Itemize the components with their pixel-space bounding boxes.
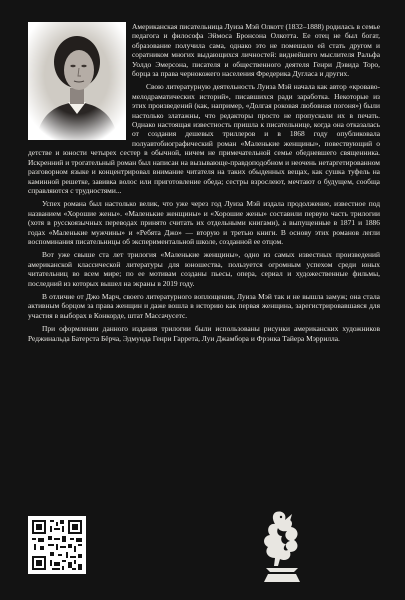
paragraph-bio: Американская писательница Луиза Мэй Олкотт (1832–1888) родилась в семье педагога и философа Эймоса Бронсона Олкотта. Ее отец не был богат, образование получила сама, однако это не помешало ей стать другом и соратником многих выдающихся личностей: виднейшего мыслителя Ральфа Уолдо Эмерсона, писателя и общественного деятеля Генри Дэвида Торо, борца за права чернокожего населения Фредерика Дугласа и других. bbox=[132, 22, 380, 79]
qr-code bbox=[28, 516, 86, 574]
annotation-text bbox=[28, 22, 380, 343]
paragraph-popularity: Вот уже свыше ста лет трилогия «Маленькие женщины», одно из самых известных произведений американской классической литературы для юношества, пользуется огромным успехом среди юных читательниц во всем мире; по ее мотивам созданы пьесы, опера, сериал и художественные фильмы, последний из которых вышел на экраны в 2019 году. bbox=[28, 250, 380, 288]
portrait-spacer bbox=[28, 22, 132, 144]
publisher-logo bbox=[254, 506, 310, 586]
paragraph-activism: В отличие от Джо Марч, своего литературного воплощения, Луиза Мэй так и не вышла замуж; она стала активным борцом за права женщин и даже вошла в историю как первая женщина, зарегистрировавшаяся для участия в выборах в Конкорде, штат Массачусетс. bbox=[28, 291, 380, 320]
paragraph-illustrators: При оформлении данного издания трилогии были использованы рисунки американских художников Реджинальда Батерста Бёрча, Эдмунда Генри Гаррета, Луи Джамбора и Фрэнка Тайера Мэррилла. bbox=[28, 324, 380, 343]
paragraph-trilogy: Успех романа был настолько велик, что уже через год Луиза Мэй издала продолжение, известное под названием «Хорошие жены». «Маленькие женщины» и «Хорошие жены» составили первую часть трилогии (хотя в русскоязычных переводах принято считать их отдельными книгами), а выпущенные в 1871 и 1886 годах «Маленькие мужчины» и «Ребята Джо» — вторую и третью книги. В основу этих романов легли воспоминания писательницы об экспериментальной школе, созданной ее отцом. bbox=[28, 199, 380, 246]
paragraph-career: Свою литературную деятельность Луиза Мэй начала как автор «кроваво-мелодраматических историй», писавшихся ради заработка. Некоторые из этих произведений (как, например, «Долгая роковая любовная погоня») были настолько златажны, что редакторы просто не пропускали их в печать. Однако настоящая известность пришла к писательнице, когда она отказалась от создания дешевых триллеров и в 1868 году опубликовала полуавтобиографический роман «Маленькие женщины», повествующий о детстве и юности четырех сестер в обычной, ничем не примечательной семье обедневшего священника. Искренний и трогательный роман был написан на вызывающе-правдоподобном и неочень нетаргетированном разговорном языке и концентрировал внимание читателя на таких обыденных вещах, как сушка туфель на каминной решетке, завивка волос или приготовление обеда; сестры взрослеют, мечтают о будущем, сообща справляются с трудностями... bbox=[28, 82, 380, 195]
